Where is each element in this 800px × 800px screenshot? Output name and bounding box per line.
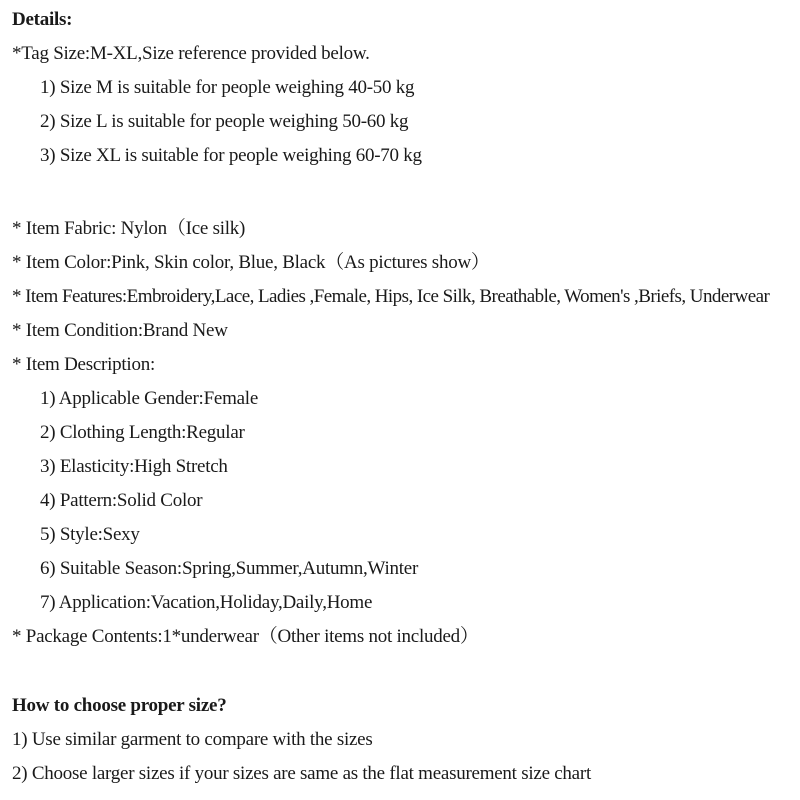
item-features-line: * Item Features:Embroidery,Lace, Ladies ,Female, Hips, Ice Silk, Breathable, Women's ,Briefs, Underwear [12, 286, 770, 307]
description-item: 4) Pattern:Solid Color [40, 490, 203, 511]
item-description-line: * Item Description: [12, 354, 155, 375]
size-reference-m: 1) Size M is suitable for people weighing 40-50 kg [40, 77, 415, 98]
item-fabric-line: * Item Fabric: Nylon（Ice silk) [12, 218, 246, 239]
details-heading: Details: [12, 9, 73, 30]
size-guide-tip: 2) Choose larger sizes if your sizes are same as the flat measurement size chart [12, 763, 591, 784]
description-item: 3) Elasticity:High Stretch [40, 456, 228, 477]
size-reference-l: 2) Size L is suitable for people weighing 50-60 kg [40, 111, 409, 132]
item-color-line: * Item Color:Pink, Skin color, Blue, Black（As pictures show） [12, 252, 490, 273]
tag-size-line: *Tag Size:M-XL,Size reference provided below. [12, 43, 370, 64]
package-contents-line: * Package Contents:1*underwear（Other items not included） [12, 626, 479, 647]
description-item: 2) Clothing Length:Regular [40, 422, 245, 443]
size-guide-heading: How to choose proper size? [12, 695, 227, 716]
size-reference-xl: 3) Size XL is suitable for people weighing 60-70 kg [40, 145, 422, 166]
size-guide-tip: 1) Use similar garment to compare with the sizes [12, 729, 373, 750]
description-item: 7) Application:Vacation,Holiday,Daily,Home [40, 592, 373, 613]
item-condition-line: * Item Condition:Brand New [12, 320, 228, 341]
description-item: 5) Style:Sexy [40, 524, 140, 545]
description-item: 1) Applicable Gender:Female [40, 388, 259, 409]
description-item: 6) Suitable Season:Spring,Summer,Autumn,Winter [40, 558, 419, 579]
